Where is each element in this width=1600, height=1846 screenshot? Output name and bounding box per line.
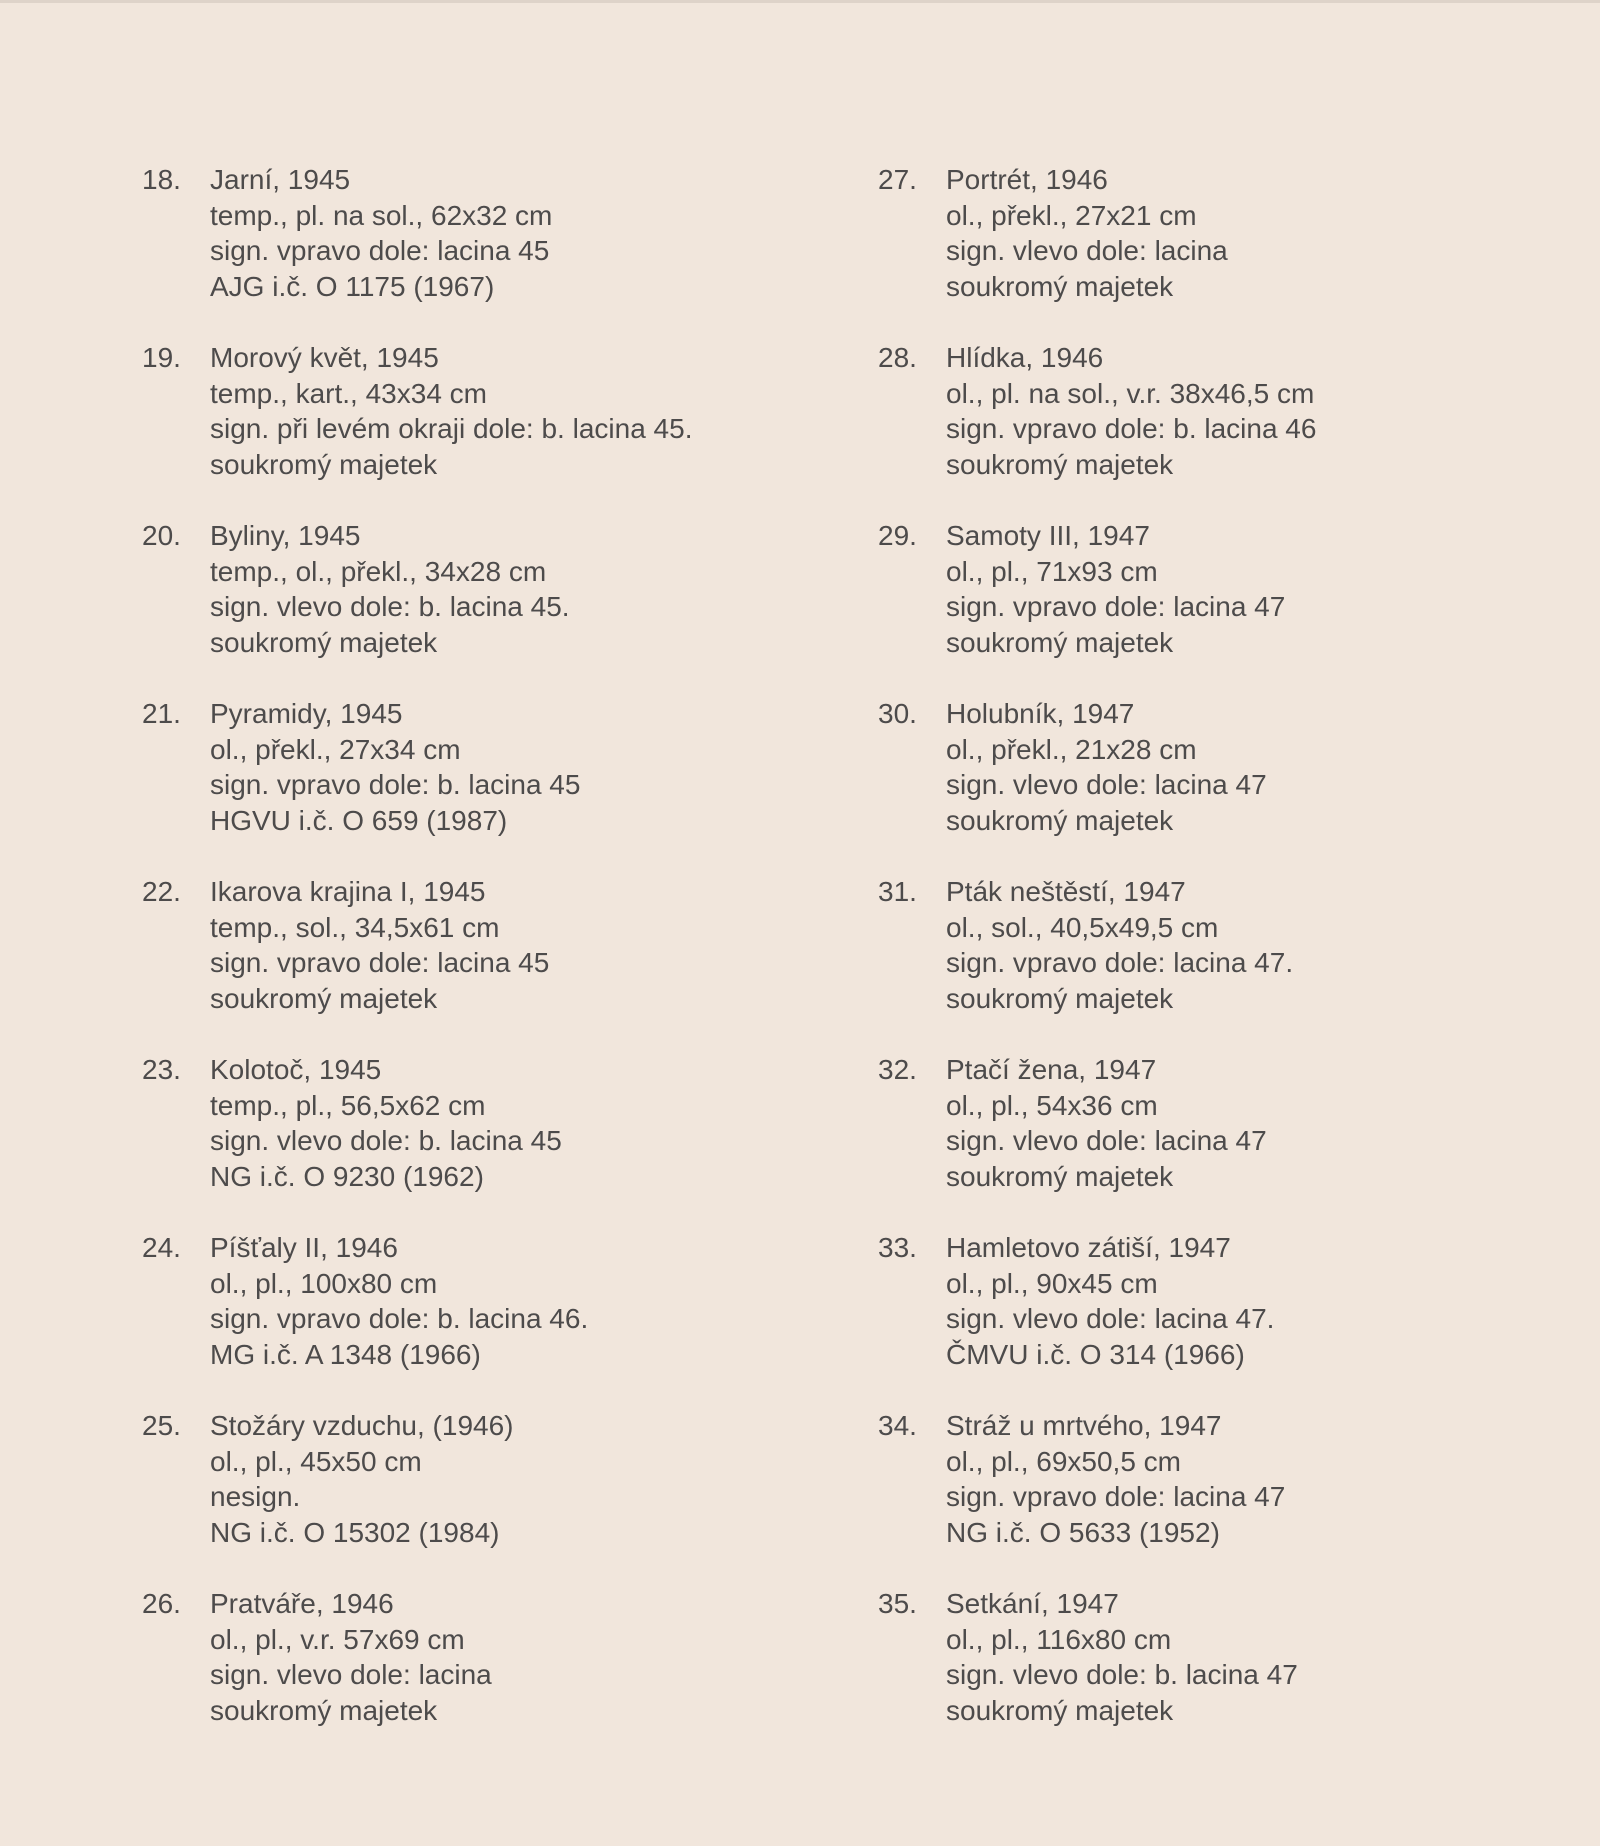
entry-detail-line: ol., pl., 100x80 cm [210,1267,438,1299]
entry-detail-line: MG i.č. A 1348 (1966) [210,1338,481,1370]
entry-detail-line: soukromý majetek [946,626,1174,658]
entry-detail-line: temp., pl., 56,5x62 cm [210,1089,486,1121]
entry-number: 34. [878,1410,917,1441]
entry-details [946,1230,1274,1372]
entry-number: 23. [142,1054,181,1085]
entry-detail-line: ol., sol., 40,5x49,5 cm [946,911,1219,943]
entry-detail-line: sign. vlevo dole: lacina 47. [946,1303,1275,1334]
entry-details [210,1586,492,1728]
entry-detail-line: ol., překl., 27x34 cm [210,733,461,765]
entry-details [210,1408,514,1550]
entry-detail-line: ol., pl., 90x45 cm [946,1267,1158,1299]
entry-title: Píšťaly II, 1946 [210,1232,398,1263]
entry-details [946,162,1228,304]
entry-details [210,162,552,304]
entry-title: Hlídka, 1946 [946,342,1104,373]
entry-detail-line: soukromý majetek [210,448,438,480]
catalogue-entry [142,874,862,1052]
entry-number: 27. [878,164,917,195]
entry-detail-line: ol., pl., 116x80 cm [946,1623,1172,1655]
entry-number: 29. [878,520,917,551]
entry-detail-line: nesign. [210,1481,301,1512]
entry-detail-line: sign. vpravo dole: lacina 45 [210,947,550,978]
catalogue-entry [142,518,862,696]
entry-title: Pratváře, 1946 [210,1588,394,1619]
catalogue-entry [878,874,1598,1052]
entry-detail-line: ol., pl. na sol., v.r. 38x46,5 cm [946,377,1315,409]
entry-detail-line: sign. vlevo dole: lacina [210,1659,492,1690]
entry-details [946,518,1285,660]
entry-details [946,696,1267,838]
entry-title: Jarní, 1945 [210,164,351,195]
entry-details [946,1586,1298,1728]
entry-detail-line: sign. vpravo dole: lacina 45 [210,235,550,266]
entry-title: Stožáry vzduchu, (1946) [210,1410,514,1441]
entry-detail-line: sign. vlevo dole: b. lacina 45 [210,1125,562,1156]
entry-details [946,340,1316,482]
entry-title: Samoty III, 1947 [946,520,1150,551]
catalogue-column-left [142,162,862,1764]
entry-detail-line: ol., pl., 71x93 cm [946,555,1158,587]
entry-title: Ptačí žena, 1947 [946,1054,1157,1085]
entry-detail-line: soukromý majetek [946,1694,1174,1726]
entry-detail-line: soukromý majetek [946,448,1174,480]
entry-details [946,1052,1267,1194]
catalogue-entry [878,162,1598,340]
entry-detail-line: NG i.č. O 9230 (1962) [210,1160,484,1192]
entry-title: Holubník, 1947 [946,698,1135,729]
entry-detail-line: soukromý majetek [210,626,438,658]
entry-number: 21. [142,698,181,729]
entry-number: 28. [878,342,917,373]
catalogue-column-right [878,162,1598,1764]
entry-detail-line: sign. vlevo dole: b. lacina 47 [946,1659,1298,1690]
entry-detail-line: sign. vpravo dole: lacina 47 [946,591,1286,622]
entry-detail-line: sign. vlevo dole: lacina [946,235,1228,266]
entry-number: 20. [142,520,181,551]
entry-details [210,1052,562,1194]
entry-detail-line: sign. vpravo dole: b. lacina 46 [946,413,1317,444]
entry-detail-line: soukromý majetek [946,270,1174,302]
entry-title: Hamletovo zátiší, 1947 [946,1232,1231,1263]
catalogue-entry [142,1230,862,1408]
entry-details [210,696,580,838]
entry-number: 19. [142,342,181,373]
entry-detail-line: sign. vlevo dole: b. lacina 45. [210,591,570,622]
entry-detail-line: temp., ol., překl., 34x28 cm [210,555,547,587]
entry-details [210,340,692,482]
entry-number: 26. [142,1588,181,1619]
entry-detail-line: soukromý majetek [946,982,1174,1014]
entry-detail-line: sign. při levém okraji dole: b. lacina 45. [210,413,693,444]
entry-detail-line: sign. vpravo dole: lacina 47 [946,1481,1286,1512]
catalogue-entry [142,162,862,340]
entry-detail-line: sign. vlevo dole: lacina 47 [946,769,1267,800]
entry-detail-line: sign. vpravo dole: b. lacina 45 [210,769,581,800]
entry-detail-line: temp., pl. na sol., 62x32 cm [210,199,553,231]
entry-detail-line: sign. vpravo dole: b. lacina 46. [210,1303,589,1334]
entry-detail-line: ol., pl., 69x50,5 cm [946,1445,1182,1477]
entry-title: Kolotoč, 1945 [210,1054,382,1085]
entry-detail-line: temp., kart., 43x34 cm [210,377,487,409]
catalogue-entry [142,696,862,874]
entry-number: 25. [142,1410,181,1441]
entry-detail-line: sign. vlevo dole: lacina 47 [946,1125,1267,1156]
catalogue-entry [878,1230,1598,1408]
entry-number: 35. [878,1588,917,1619]
entry-detail-line: ol., překl., 27x21 cm [946,199,1197,231]
catalogue-entry [878,518,1598,696]
catalogue-entry [142,1052,862,1230]
catalogue-entry [142,1586,862,1764]
entry-detail-line: HGVU i.č. O 659 (1987) [210,804,508,836]
catalogue-entry [878,340,1598,518]
entry-title: Byliny, 1945 [210,520,361,551]
entry-detail-line: AJG i.č. O 1175 (1967) [210,270,495,302]
entry-number: 24. [142,1232,181,1263]
entry-detail-line: temp., sol., 34,5x61 cm [210,911,500,943]
catalogue-entry [878,1052,1598,1230]
catalogue-entry [142,340,862,518]
entry-detail-line: ČMVU i.č. O 314 (1966) [946,1338,1245,1370]
entry-detail-line: NG i.č. O 15302 (1984) [210,1516,500,1548]
entry-number: 22. [142,876,181,907]
entry-title: Morový květ, 1945 [210,342,439,373]
entry-details [210,518,570,660]
catalogue-entry [878,1408,1598,1586]
entry-detail-line: soukromý majetek [946,1160,1174,1192]
entry-number: 31. [878,876,917,907]
catalogue-entry [878,696,1598,874]
page-top-edge [0,0,1600,3]
entry-number: 33. [878,1232,917,1263]
entry-title: Ikarova krajina I, 1945 [210,876,486,907]
catalogue-entry [142,1408,862,1586]
entry-detail-line: soukromý majetek [210,982,438,1014]
entry-details [210,874,549,1016]
entry-number: 32. [878,1054,917,1085]
entry-detail-line: ol., pl., v.r. 57x69 cm [210,1623,465,1655]
entry-number: 30. [878,698,917,729]
entry-details [210,1230,588,1372]
entry-detail-line: NG i.č. O 5633 (1952) [946,1516,1220,1548]
entry-details [946,1408,1285,1550]
entry-details [946,874,1293,1016]
entry-detail-line: sign. vpravo dole: lacina 47. [946,947,1294,978]
catalogue-entry [878,1586,1598,1764]
entry-detail-line: ol., překl., 21x28 cm [946,733,1197,765]
entry-detail-line: soukromý majetek [946,804,1174,836]
entry-title: Portrét, 1946 [946,164,1108,195]
entry-title: Pták neštěstí, 1947 [946,876,1186,907]
entry-title: Stráž u mrtvého, 1947 [946,1410,1222,1441]
entry-detail-line: ol., pl., 54x36 cm [946,1089,1158,1121]
entry-detail-line: soukromý majetek [210,1694,438,1726]
entry-title: Setkání, 1947 [946,1588,1119,1619]
entry-title: Pyramidy, 1945 [210,698,403,729]
entry-detail-line: ol., pl., 45x50 cm [210,1445,422,1477]
entry-number: 18. [142,164,181,195]
